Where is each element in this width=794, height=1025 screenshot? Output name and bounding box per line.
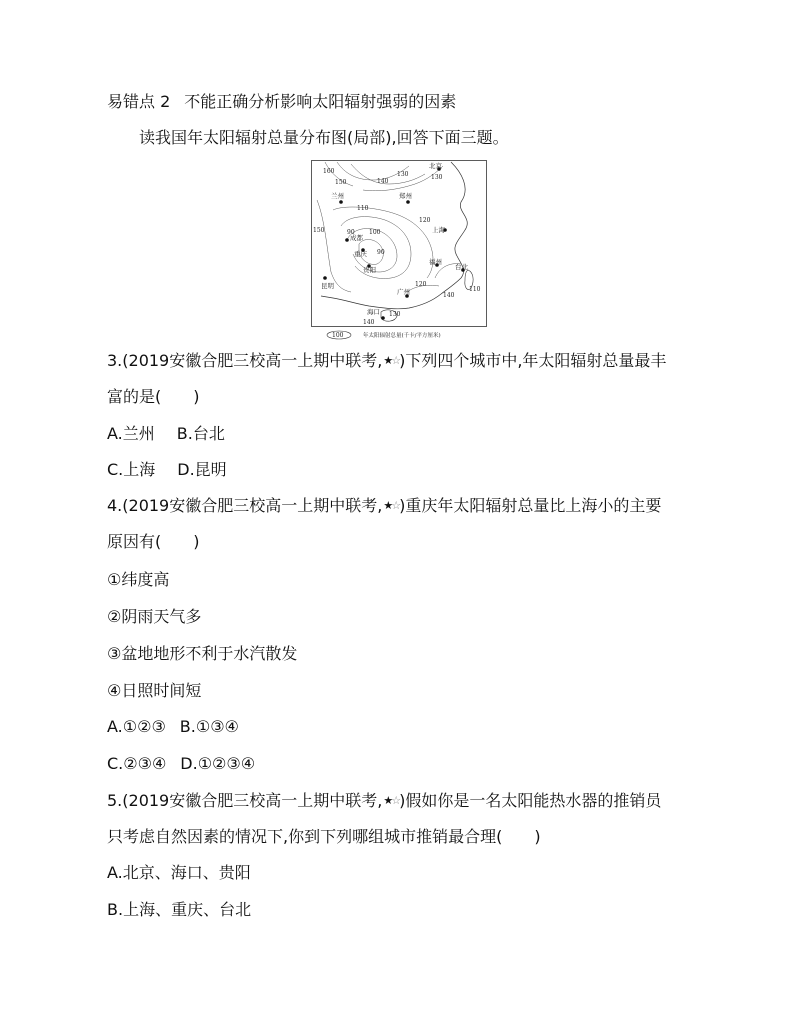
section-title: 易错点 2 [107,92,171,111]
city-label-kunming: 昆明 [321,282,334,290]
isoline-label: 140 [443,292,455,299]
isoline-label: 150 [335,179,347,186]
isoline-label: 140 [363,319,375,326]
city-label-shanghai: 上海 [432,226,445,234]
question-4-options-row-1 [107,717,239,737]
question-5-stem-line-1: 5.(2019安徽合肥三校高一上期中联考,★☆)假如你是一名太阳能热水器的推销员 [107,791,662,810]
isoline-label: 120 [415,281,427,288]
option-d: D.①②③④ [180,754,256,773]
isoline-label: 130 [389,311,401,318]
option-a: A.①②③ [107,717,166,736]
question-4-item-2: ②阴雨天气多 [107,607,202,626]
question-5-option-b: B.上海、重庆、台北 [107,900,252,919]
section-heading [107,92,456,112]
isoline-label: 140 [377,178,389,185]
legend-value: 100 [332,332,344,339]
city-label-lanzhou: 兰州 [331,192,344,200]
difficulty-stars-icon: ★☆ [383,794,400,807]
question-5-stem-line-2: 只考虑自然因素的情况下,你到下列哪组城市推销最合理( ) [107,827,541,846]
option-a: A.兰州 [107,424,155,443]
section-subtitle: 不能正确分析影响太阳辐射强弱的因素 [184,92,457,111]
question-4-item-4: ④日照时间短 [107,681,202,700]
solar-radiation-map [311,160,487,342]
question-4-item-3: ③盆地地形不利于水汽散发 [107,644,298,663]
isoline-label: 110 [357,205,369,212]
option-c: C.上海 [107,460,156,479]
city-label-zhengzhou: 郑州 [399,192,412,200]
option-d: D.昆明 [177,460,227,479]
question-3-stem-line-2: 富的是( ) [107,387,200,406]
legend-text: 年太阳辐射总量(千卡/平方厘米) [363,333,441,339]
city-label-guangzhou: 广州 [397,288,410,296]
question-3-options-row-2 [107,460,227,480]
question-4-options-row-2 [107,754,255,774]
difficulty-stars-icon: ★☆ [383,354,400,367]
city-label-guiyang: 贵阳 [363,266,376,274]
intro-text: 读我国年太阳辐射总量分布图(局部),回答下面三题。 [139,128,509,147]
option-b: B.①③④ [179,717,239,736]
question-5-option-a: A.北京、海口、贵阳 [107,863,251,882]
isoline-label: 160 [323,168,335,175]
question-4-stem-line-1: 4.(2019安徽合肥三校高一上期中联考,★☆)重庆年太阳辐射总量比上海小的主要 [107,496,662,515]
city-label-fuzhou: 福州 [429,258,442,266]
option-c: C.②③④ [107,754,167,773]
isoline-label: 110 [469,286,481,293]
option-b: B.台北 [176,424,225,443]
question-4-item-1: ①纬度高 [107,570,170,589]
isoline-label: 120 [419,217,431,224]
isoline-label: 100 [369,229,381,236]
isoline-label: 90 [347,229,355,236]
difficulty-stars-icon: ★☆ [383,499,400,512]
city-label-chongqing: 重庆 [354,250,367,258]
isoline-label: 130 [397,171,409,178]
city-label-beijing: 北京 [429,162,442,170]
question-3-stem-line-1: 3.(2019安徽合肥三校高一上期中联考,★☆)下列四个城市中,年太阳辐射总量最丰 [107,351,667,370]
city-label-chengdu: 成都 [350,234,363,242]
question-4-stem-line-2: 原因有( ) [107,532,200,551]
city-label-taipei: 台北 [455,263,468,271]
question-3-options-row-1 [107,424,225,444]
isoline-label: 130 [431,174,443,181]
isoline-label: 90 [377,249,385,256]
city-label-haikou: 海口 [367,308,380,316]
isoline-label: 150 [313,227,325,234]
